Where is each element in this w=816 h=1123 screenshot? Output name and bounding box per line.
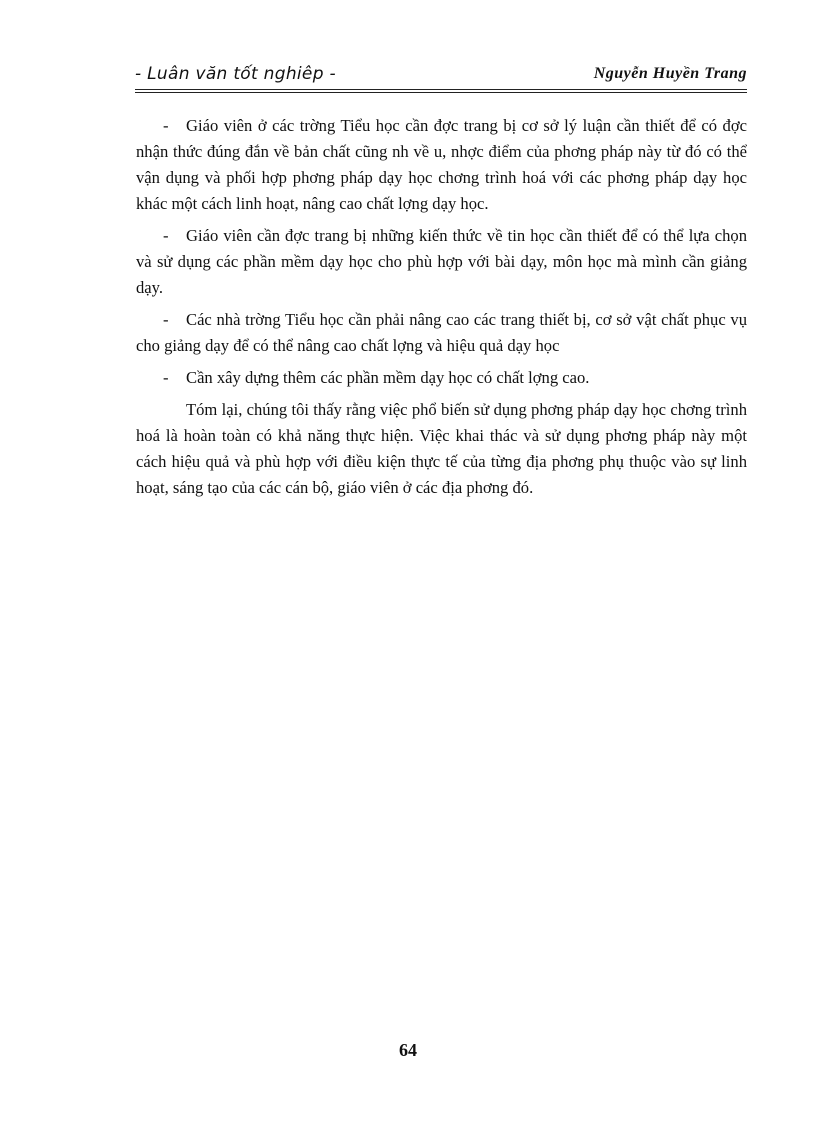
bullet-paragraph-1 <box>136 113 747 217</box>
bullet-paragraph-4 <box>136 365 747 391</box>
body-text <box>136 113 747 507</box>
header-rule-top <box>135 89 747 90</box>
bullet-dash: - <box>163 116 169 135</box>
bullet-dash: - <box>163 226 169 245</box>
bullet-text: Các nhà trờng Tiểu học cần phải nâng cao các trang thiết bị, cơ sở vật chất phục vụ cho giảng dạy để có thể nâng cao chất lợng và hiệu quả dạy học <box>136 310 747 355</box>
bullet-paragraph-3 <box>136 307 747 359</box>
bullet-text: Cần xây dựng thêm các phần mềm dạy học có chất lợng cao. <box>186 368 590 387</box>
bullet-text: Giáo viên cần đợc trang bị những kiến thức về tin học cần thiết để có thể lựa chọn và sử dụng các phần mềm dạy học cho phù hợp với bài dạy, môn học mà mình cần giảng dạy. <box>136 226 747 297</box>
header-rule-bottom <box>135 92 747 93</box>
header-author-name: Nguyễn Huyền Trang <box>593 65 747 82</box>
page-number: 64 <box>399 1040 417 1060</box>
conclusion-paragraph: Tóm lại, chúng tôi thấy rằng việc phổ biến sử dụng phơng pháp dạy học chơng trình hoá là hoàn toàn có khả năng thực hiện. Việc khai thác và sử dụng phơng pháp này một cách hiệu quả và phù hợp với điều kiện thực tế của từng địa phơng phụ thuộc vào sự linh hoạt, sáng tạo của các cán bộ, giáo viên ở các địa phơng đó. <box>136 400 747 497</box>
header-thesis-title: - Luân văn tốt nghiêp - <box>135 64 336 84</box>
bullet-text: Giáo viên ở các trờng Tiểu học cần đợc trang bị cơ sở lý luận cần thiết để có đợc nhận thức đúng đắn về bản chất cũng nh về u, nhợc điểm của phơng pháp này từ đó có thể vận dụng và phối hợp phơng pháp dạy học chơng trình hoá với các phơng pháp dạy học khác một cách linh hoạt, nâng cao chất lợng dạy học. <box>136 116 747 213</box>
running-header <box>135 62 747 88</box>
bullet-dash: - <box>163 310 169 329</box>
bullet-paragraph-2 <box>136 223 747 301</box>
bullet-dash: - <box>163 368 169 387</box>
